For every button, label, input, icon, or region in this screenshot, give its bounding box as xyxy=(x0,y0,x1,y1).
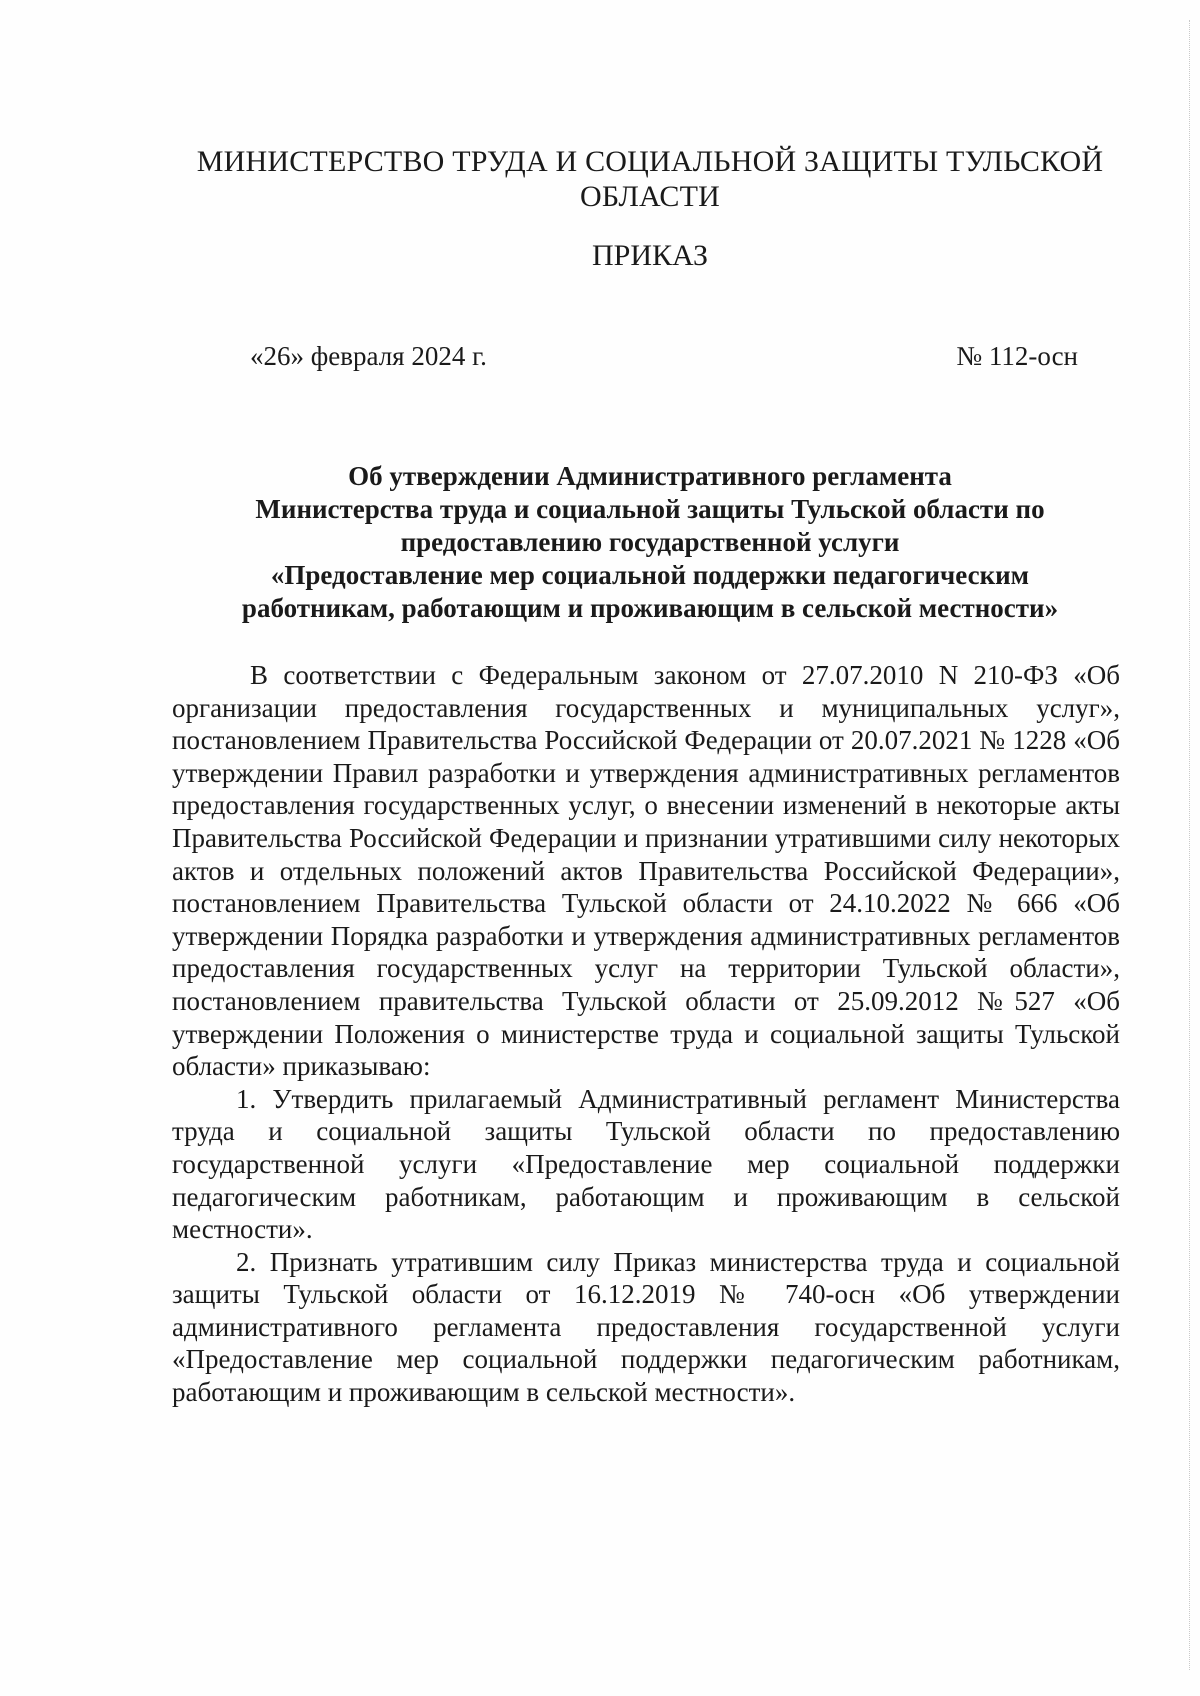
order-title-line: предоставлению государственной услуги xyxy=(400,527,900,557)
order-title xyxy=(180,460,1120,625)
order-title-line: работникам, работающим и проживающим в сельской местности» xyxy=(241,593,1059,623)
order-number: № 112-осн xyxy=(956,341,1078,371)
preamble-paragraph: В соответствии с Федеральным законом от 27.07.2010 N 210-ФЗ «Об организации предоставления государственных и муниципальных услуг», постановлением Правительства Российской Федерации от 20.07.2021 № 1228 «Об утверждении Правил разработки и утверждения административных регламентов предоставления государственных услуг, о внесении изменений в некоторые акты Правительства Российской Федерации и признании утратившими силу некоторых актов и отдельных положений актов Правительства Российской Федерации», постановлением Правительства Тульской области от 24.10.2022 № 666 «Об утверждении Порядка разработки и утверждения административных регламентов предоставления государственных услуг на территории Тульской области», постановлением правительства Тульской области от 25.09.2012 №527 «Об утверждении Положения о министерстве труда и социальной защиты Тульской области» приказываю: xyxy=(172,660,1120,1082)
order-date: «26» февраля 2024 г. xyxy=(250,341,487,371)
scan-edge-divider xyxy=(1188,20,1190,1670)
order-body xyxy=(172,659,1120,1409)
order-title-line: «Предоставление мер социальной поддержки педагогическим xyxy=(270,560,1030,590)
order-title-line: Об утверждении Административного регламента xyxy=(348,461,952,491)
order-title-line: Министерства труда и социальной защиты Тульской области по xyxy=(255,494,1045,524)
document-type-heading: ПРИКАЗ xyxy=(592,239,708,272)
order-item-2: 2. Признать утратившим силу Приказ министерства труда и социальной защиты Тульской области от 16.12.2019 № 740-осн «Об утверждении административного регламента предоставления государственной услуги «Предоставление мер социальной поддержки педагогическим работникам, работающим и проживающим в сельской местности». xyxy=(172,1246,1120,1408)
order-item-1: 1. Утвердить прилагаемый Административный регламент Министерства труда и социальной защиты Тульской области по предоставлению государственной услуги «Предоставление мер социальной поддержки педагогическим работникам, работающим и проживающим в сельской местности». xyxy=(172,1083,1120,1245)
ministry-name: МИНИСТЕРСТВО ТРУДА И СОЦИАЛЬНОЙ ЗАЩИТЫ ТУЛЬСКОЙ ОБЛАСТИ xyxy=(196,145,1104,213)
